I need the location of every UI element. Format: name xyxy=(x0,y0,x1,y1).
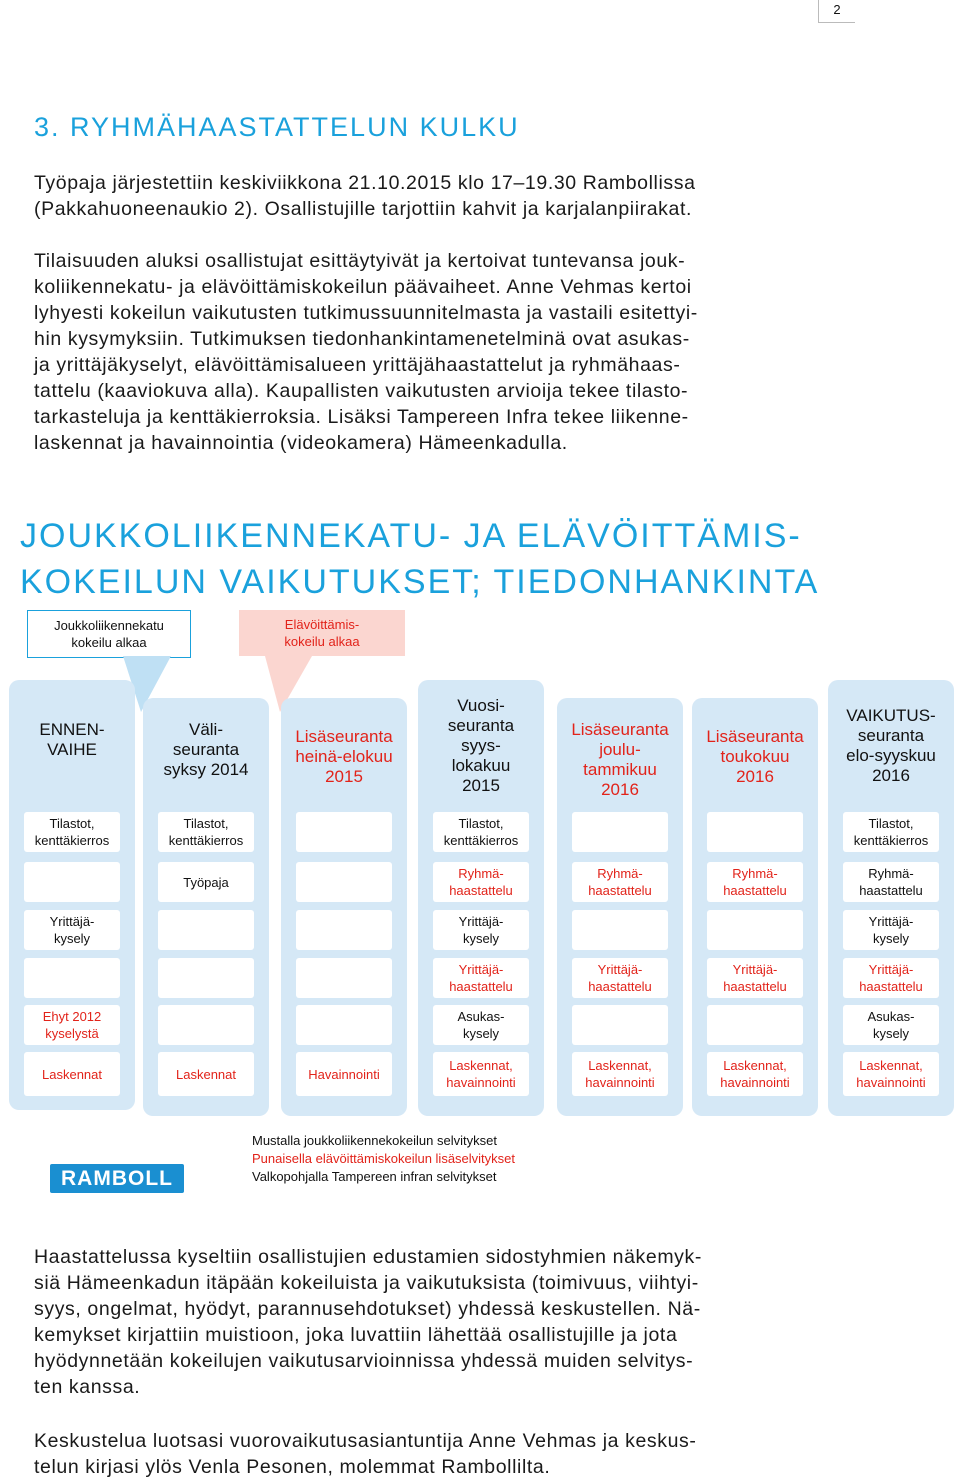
phase-heading-line: ENNEN- xyxy=(39,720,105,739)
method-cell-line: kenttäkierros xyxy=(34,833,110,848)
phase-heading-line: lokakuu xyxy=(451,756,511,775)
paragraph-3-line-1: Haastattelussa kyseltiin osallistujien edustamien sidostyhmien näkemyk- xyxy=(34,1246,702,1268)
method-cell-line: kysely xyxy=(53,931,91,946)
phase-heading xyxy=(281,718,407,796)
method-cell xyxy=(572,958,668,998)
section-title: 3. RYHMÄHAASTATTELUN KULKU xyxy=(34,112,520,142)
method-cell xyxy=(296,910,392,950)
method-cell-line: Laskennat xyxy=(42,1066,102,1082)
method-cell-line: Yrittäjä- xyxy=(732,962,778,977)
paragraph-4-line-2: telun kirjasi ylös Venla Pesonen, molemmat Rambollilta. xyxy=(34,1456,551,1478)
method-cell-line: Asukas- xyxy=(867,1009,915,1024)
method-cell-line: Tilastot, xyxy=(49,816,95,831)
method-cell xyxy=(296,812,392,852)
paragraph-2-line-8: laskennat ja havainnointia (videokamera) Hämeenkadulla. xyxy=(34,432,568,454)
method-cell xyxy=(572,910,668,950)
method-cell-line: Tilastot, xyxy=(183,816,229,831)
method-cell xyxy=(158,958,254,998)
method-cell-line: Yrittäjä- xyxy=(458,962,504,977)
method-cell xyxy=(24,862,120,902)
phase-heading xyxy=(557,718,683,802)
method-cell-line: Laskennat xyxy=(176,1066,236,1082)
method-cell-line: Laskennat, xyxy=(588,1058,652,1073)
paragraph-2-line-3: lyhyesti kokeilun vaikutusten tutkimussuunnitelmasta ja vastaili esitettyi- xyxy=(34,302,698,324)
legend-white: Valkopohjalla Tampereen infran selvitykset xyxy=(252,1169,497,1184)
method-cell xyxy=(707,1052,803,1096)
phase-heading xyxy=(828,704,954,788)
method-cell xyxy=(24,1052,120,1096)
phase-heading-line: syksy 2014 xyxy=(163,760,249,779)
phase-heading-line: seuranta xyxy=(447,716,515,735)
method-cell xyxy=(707,958,803,998)
method-cell-line: Työpaja xyxy=(183,874,229,890)
method-cell-line: Laskennat, xyxy=(859,1058,923,1073)
method-cell xyxy=(296,1005,392,1045)
paragraph-3-line-5: hyödynnetään kokeilujen vaikutusarvioinnissa yhdessä muiden selvitys- xyxy=(34,1350,694,1372)
method-cell xyxy=(24,958,120,998)
method-cell-line: Yrittäjä- xyxy=(868,962,914,977)
method-cell-line: haastattelu xyxy=(723,883,787,898)
method-cell-line: kenttäkierros xyxy=(443,833,519,848)
method-cell-line: Yrittäjä- xyxy=(458,914,504,929)
phase-heading xyxy=(143,710,269,790)
phase-heading xyxy=(692,720,818,794)
method-cell xyxy=(843,910,939,950)
phase-heading-line: 2016 xyxy=(736,767,774,786)
method-cell xyxy=(433,862,529,902)
method-cell xyxy=(24,910,120,950)
paragraph-4-line-1: Keskustelua luotsasi vuorovaikutusasiantuntija Anne Vehmas ja keskus- xyxy=(34,1430,697,1452)
phase-heading-line: seuranta xyxy=(172,740,240,759)
method-cell-line: Laskennat, xyxy=(449,1058,513,1073)
method-cell-line: havainnointi xyxy=(720,1075,790,1090)
method-cell-line: kysely xyxy=(462,931,500,946)
phase-heading-line: Lisäseuranta xyxy=(571,720,669,739)
phase-heading-line: Vuosi- xyxy=(457,696,505,715)
method-cell xyxy=(24,812,120,852)
phase-heading-line: 2016 xyxy=(872,766,910,785)
method-cell-line: Yrittäjä- xyxy=(597,962,643,977)
phase-heading xyxy=(9,705,135,775)
trigger-black-line-2: kokeilu alkaa xyxy=(71,635,147,650)
paragraph-2-line-1: Tilaisuuden aluksi osallistujat esittäytyivät ja kertoivat tuntevansa jouk- xyxy=(34,250,686,272)
figure-title-line-2: KOKEILUN VAIKUTUKSET; TIEDONHANKINTA xyxy=(20,563,820,601)
method-cell xyxy=(843,812,939,852)
method-cell-line: kysely xyxy=(872,1026,910,1041)
paragraph-3-line-3: syys, ongelmat, hyödyt, parannusehdotukset) yhdessä keskustellen. Nä- xyxy=(34,1298,701,1320)
method-cell-line: Yrittäjä- xyxy=(868,914,914,929)
phase-heading-line: syys- xyxy=(461,736,501,755)
method-cell xyxy=(843,958,939,998)
phase-heading-line: 2015 xyxy=(462,776,500,795)
method-cell xyxy=(843,1005,939,1045)
method-cell xyxy=(296,862,392,902)
phase-heading-line: 2015 xyxy=(325,767,363,786)
phase-heading-line: Lisäseuranta xyxy=(295,727,393,746)
method-cell xyxy=(158,1005,254,1045)
paragraph-3-line-4: kemykset kirjattiin muistioon, joka luvattiin lähettää osallistujille ja jota xyxy=(34,1324,678,1346)
method-cell-line: Tilastot, xyxy=(868,816,914,831)
method-cell xyxy=(572,862,668,902)
paragraph-1-line-2: (Pakkahuoneenaukio 2). Osallistujille tarjottiin kahvit ja karjalanpiirakat. xyxy=(34,198,692,220)
trigger-red-line-1: Elävöittämis- xyxy=(284,617,360,632)
phase-heading-line: Väli- xyxy=(188,720,223,739)
method-cell-line: Ehyt 2012 xyxy=(42,1009,102,1024)
phase-heading-line: heinä-elokuu xyxy=(295,747,393,766)
method-cell-line: haastattelu xyxy=(449,979,513,994)
method-cell-line: havainnointi xyxy=(856,1075,926,1090)
phase-heading-line: VAIKUTUS- xyxy=(846,706,936,725)
method-cell xyxy=(158,862,254,902)
method-cell xyxy=(158,910,254,950)
method-cell xyxy=(296,1052,392,1096)
phase-heading-line: 2016 xyxy=(601,780,639,799)
paragraph-2-line-6: tattelu (kaaviokuva alla). Kaupallisten vaikutusten arvioija tekee tilasto- xyxy=(34,380,689,402)
phase-heading-line: VAIHE xyxy=(47,740,97,759)
method-cell xyxy=(572,1052,668,1096)
method-cell-line: Asukas- xyxy=(457,1009,505,1024)
phase-heading-line: seuranta xyxy=(857,726,925,745)
method-cell xyxy=(572,812,668,852)
ramboll-logo: RAMBOLL xyxy=(50,1164,184,1193)
method-cell-line: haastattelu xyxy=(859,979,923,994)
phase-heading-line: toukokuu xyxy=(720,747,790,766)
method-cell-line: kysely xyxy=(462,1026,500,1041)
method-cell xyxy=(433,910,529,950)
paragraph-2-line-4: hin kysymyksiin. Tutkimuksen tiedonhankintamenetelminä ovat asukas- xyxy=(34,328,690,350)
method-cell-line: havainnointi xyxy=(446,1075,516,1090)
phase-heading-line: Lisäseuranta xyxy=(706,727,804,746)
method-cell xyxy=(572,1005,668,1045)
method-cell-line: Ryhmä- xyxy=(868,866,914,881)
method-cell-line: haastattelu xyxy=(859,883,923,898)
method-cell-line: haastattelu xyxy=(449,883,513,898)
method-cell xyxy=(433,812,529,852)
trigger-red-line-2: kokeilu alkaa xyxy=(284,634,360,649)
paragraph-3-line-6: ten kanssa. xyxy=(34,1376,141,1398)
phase-heading-line: elo-syyskuu xyxy=(846,746,936,765)
method-cell-line: haastattelu xyxy=(723,979,787,994)
method-cell-line: kysely xyxy=(872,931,910,946)
trigger-black-line-1: Joukkoliikennekatu xyxy=(54,618,164,633)
method-cell xyxy=(158,812,254,852)
method-cell-line: Laskennat, xyxy=(723,1058,787,1073)
method-cell xyxy=(24,1005,120,1045)
paragraph-3-line-2: siä Hämeenkadun itäpään kokeiluista ja vaikutuksista (toimivuus, viihtyi- xyxy=(34,1272,699,1294)
method-cell xyxy=(707,910,803,950)
method-cell-line: Ryhmä- xyxy=(732,866,778,881)
method-cell-line: Havainnointi xyxy=(308,1066,380,1082)
paragraph-2-line-5: ja yrittäjäkyselyt, elävöittämisalueen yrittäjähaastattelut ja ryhmähaas- xyxy=(34,354,681,376)
phase-heading-line: tammikuu xyxy=(583,760,657,779)
method-cell-line: Ryhmä- xyxy=(597,866,643,881)
method-cell-line: haastattelu xyxy=(588,883,652,898)
method-cell-line: haastattelu xyxy=(588,979,652,994)
paragraph-2-line-2: koliikennekatu- ja elävöittämiskokeilun päävaiheet. Anne Vehmas kertoi xyxy=(34,276,692,298)
method-cell xyxy=(707,1005,803,1045)
phase-heading xyxy=(418,690,544,802)
method-cell-line: kenttäkierros xyxy=(853,833,929,848)
method-cell xyxy=(158,1052,254,1096)
method-cell xyxy=(296,958,392,998)
method-cell-line: kenttäkierros xyxy=(168,833,244,848)
method-cell-line: kyselystä xyxy=(45,1026,99,1041)
legend-red: Punaisella elävöittämiskokeilun lisäselvitykset xyxy=(252,1151,516,1166)
method-cell-line: Tilastot, xyxy=(458,816,504,831)
figure-title-line-1: JOUKKOLIIKENNEKATU- JA ELÄVÖITTÄMIS- xyxy=(20,517,802,555)
method-cell xyxy=(843,1052,939,1096)
method-cell xyxy=(433,1052,529,1096)
method-cell xyxy=(707,862,803,902)
method-cell xyxy=(843,862,939,902)
page-number: 2 xyxy=(818,0,855,23)
method-cell-line: havainnointi xyxy=(585,1075,655,1090)
method-cell-line: Ryhmä- xyxy=(458,866,504,881)
paragraph-2-line-7: tarkasteluja ja kenttäkierroksia. Lisäksi Tampereen Infra tekee liikenne- xyxy=(34,406,689,428)
method-cell xyxy=(433,958,529,998)
paragraph-1-line-1: Työpaja järjestettiin keskiviikkona 21.10.2015 klo 17–19.30 Rambollissa xyxy=(34,172,696,194)
legend-black: Mustalla joukkoliikennekokeilun selvitykset xyxy=(252,1133,497,1148)
method-cell xyxy=(433,1005,529,1045)
method-cell xyxy=(707,812,803,852)
phase-heading-line: joulu- xyxy=(599,740,641,759)
method-cell-line: Yrittäjä- xyxy=(49,914,95,929)
